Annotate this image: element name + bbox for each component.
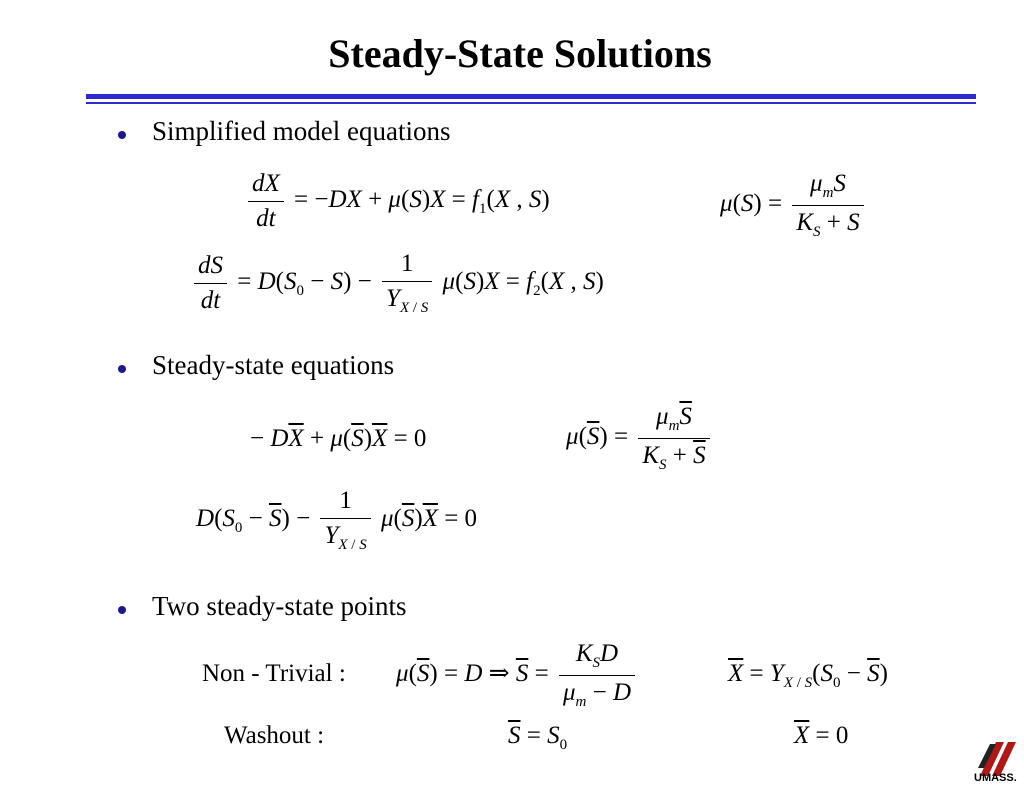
equation-ss-substrate: $D(S_0 - \overline{S})$ − $\frac{1}{Y_{X / S}}$ $\mu(\overline{S})\overline{X} = 0$ xyxy=(196,487,478,553)
bullet-dot xyxy=(118,606,126,614)
equation-nontrivial-s: $\mu(\overline{S}) = D$ ⇒ $\overline{S}$ = $\frac{K_SD}{\mu_m - D}$ xyxy=(396,640,639,711)
bullet-dot xyxy=(118,131,126,139)
equation-ss-biomass: − $D\overline{X} + \mu(\overline{S})\overline{X} = 0$ xyxy=(250,425,427,452)
equation-washout-s: $\overline{S} = S_0$ xyxy=(508,722,568,753)
umass-logo-text: UMASS. xyxy=(974,772,1017,784)
label-non-trivial: Non - Trivial : xyxy=(202,660,346,687)
equation-dx-dt: $\frac{dX}{dt}$ = $-DX + \mu(S)X = f_1(X$ , S) xyxy=(244,170,550,233)
equation-washout-x: $\overline{X} = 0$ xyxy=(794,722,849,749)
title-rule-thick xyxy=(86,94,976,99)
title-rule-thin xyxy=(86,102,976,104)
bullet-dot xyxy=(118,365,126,373)
bullet-text-steady: Steady-state equations xyxy=(152,350,395,380)
slide-title: Steady-State Solutions xyxy=(328,31,712,76)
bullet-text-model: Simplified model equations xyxy=(152,116,451,146)
equation-mu-s: μ(S) = $\frac{\mu_mS}{K_S + S}$ xyxy=(720,170,868,241)
equation-nontrivial-x: $\overline{X} = Y_{X / S}(S_0 - \overline{S})$ xyxy=(728,660,888,691)
bullet-text-points: Two steady-state points xyxy=(152,591,407,621)
equation-ss-mu: $\mu(\overline{S})$ = $\frac{\mu_m\overline{S}}{K_S + \overline{S}}$ xyxy=(566,403,714,474)
equation-ds-dt: $\frac{dS}{dt}$ = $D(S_0 - S)$ − $\frac{1}{Y_{X / S}}$ $\mu(S)X = f_2(X$ , S) xyxy=(190,250,604,317)
label-washout: Washout : xyxy=(224,722,325,749)
